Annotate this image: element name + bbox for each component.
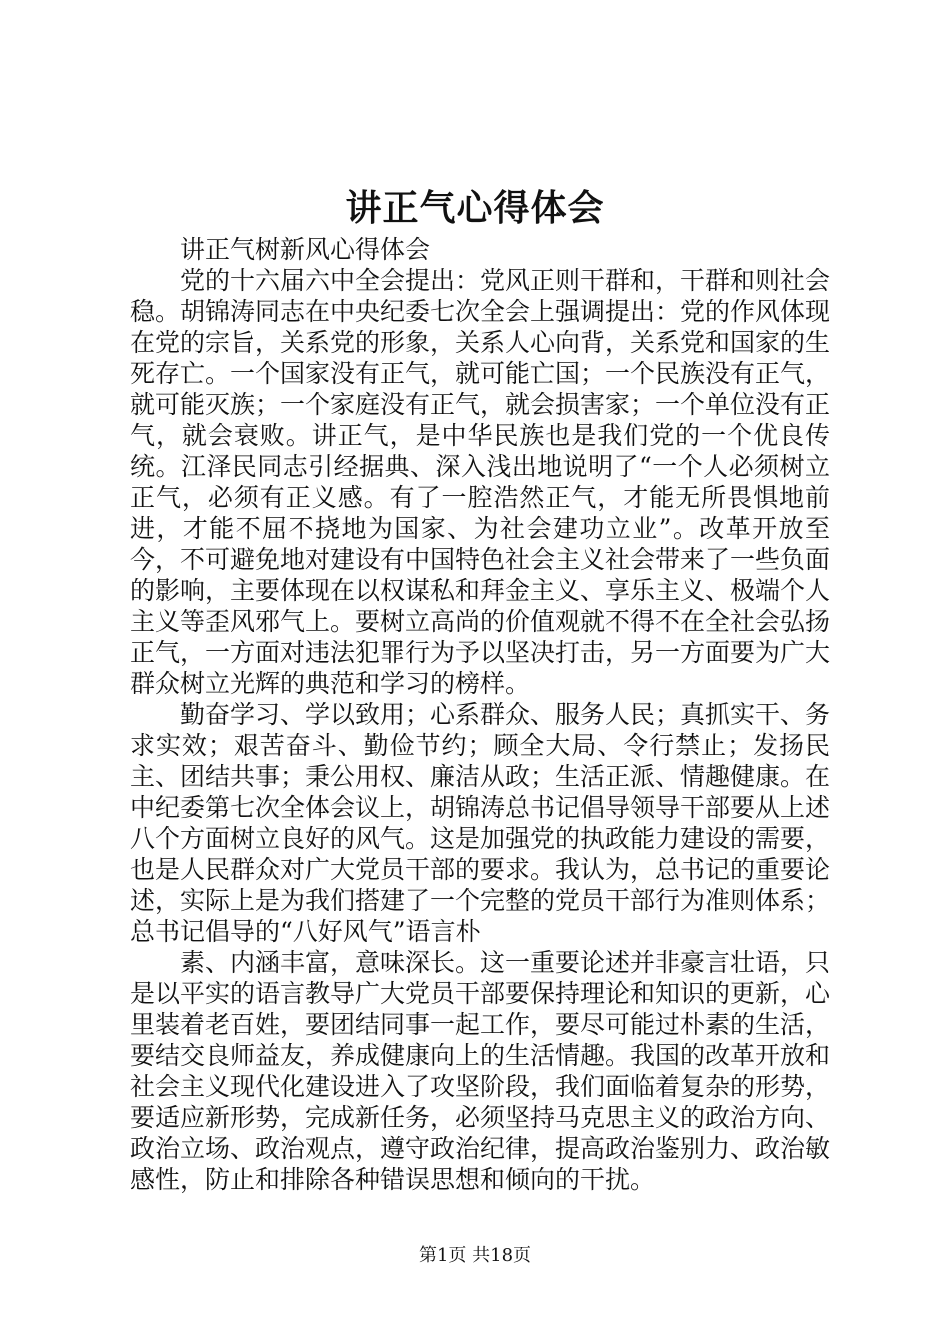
document-body bbox=[130, 234, 830, 1195]
body-paragraph-1: 党的十六届六中全会提出：党风正则干群和，干群和则社会稳。胡锦涛同志在中央纪委七次全会上强调提出：党的作风体现在党的宗旨，关系党的形象，关系人心向背，关系党和国家的生死存亡。一个国家没有正气，就可能亡国；一个民族没有正气，就可能灭族；一个家庭没有正气，就会损害家；一个单位没有正气，就会衰败。讲正气，是中华民族也是我们党的一个优良传统。江泽民同志引经据典、深入浅出地说明了“一个人必须树立正气，必须有正义感。有了一腔浩然正气，才能无所畏惧地前进，才能不屈不挠地为国家、为社会建功立业”。改革开放至今，不可避免地对建设有中国特色社会主义社会带来了一些负面的影响，主要体现在以权谋私和拜金主义、享乐主义、极端个人主义等歪风邪气上。要树立高尚的价值观就不得不在全社会弘扬正气，一方面对违法犯罪行为予以坚决打击，另一方面要为广大群众树立光辉的典范和学习的榜样。 bbox=[130, 266, 831, 698]
page-footer: 第1页 共18页 bbox=[418, 1245, 532, 1266]
body-paragraph-2: 勤奋学习、学以致用；心系群众、服务人民；真抓实干、务求实效；艰苦奋斗、勤俭节约；顾全大局、令行禁止；发扬民主、团结共事；秉公用权、廉洁从政；生活正派、情趣健康。在中纪委第七次全体会议上，胡锦涛总书记倡导领导干部要从上述八个方面树立良好的风气。这是加强党的执政能力建设的需要，也是人民群众对广大党员干部的要求。我认为，总书记的重要论述，实际上是为我们搭建了一个完整的党员干部行为准则体系；总书记倡导的“八好风气”语言朴 bbox=[130, 700, 831, 946]
body-paragraph-3: 素、内涵丰富，意味深长。这一重要论述并非豪言壮语，只是以平实的语言教导广大党员干部要保持理论和知识的更新，心里装着老百姓，要团结同事一起工作，要尽可能过朴素的生活，要结交良师益友，养成健康向上的生活情趣。我国的改革开放和社会主义现代化建设进入了攻坚阶段，我们面临着复杂的形势，要适应新形势，完成新任务，必须坚持马克思主义的政治方向、政治立场、政治观点，遵守政治纪律，提高政治鉴别力、政治敏感性，防止和排除各种错误思想和倾向的干扰。 bbox=[130, 948, 831, 1194]
subtitle-paragraph: 讲正气树新风心得体会 bbox=[180, 235, 431, 264]
document-title: 讲正气心得体会 bbox=[345, 187, 605, 229]
